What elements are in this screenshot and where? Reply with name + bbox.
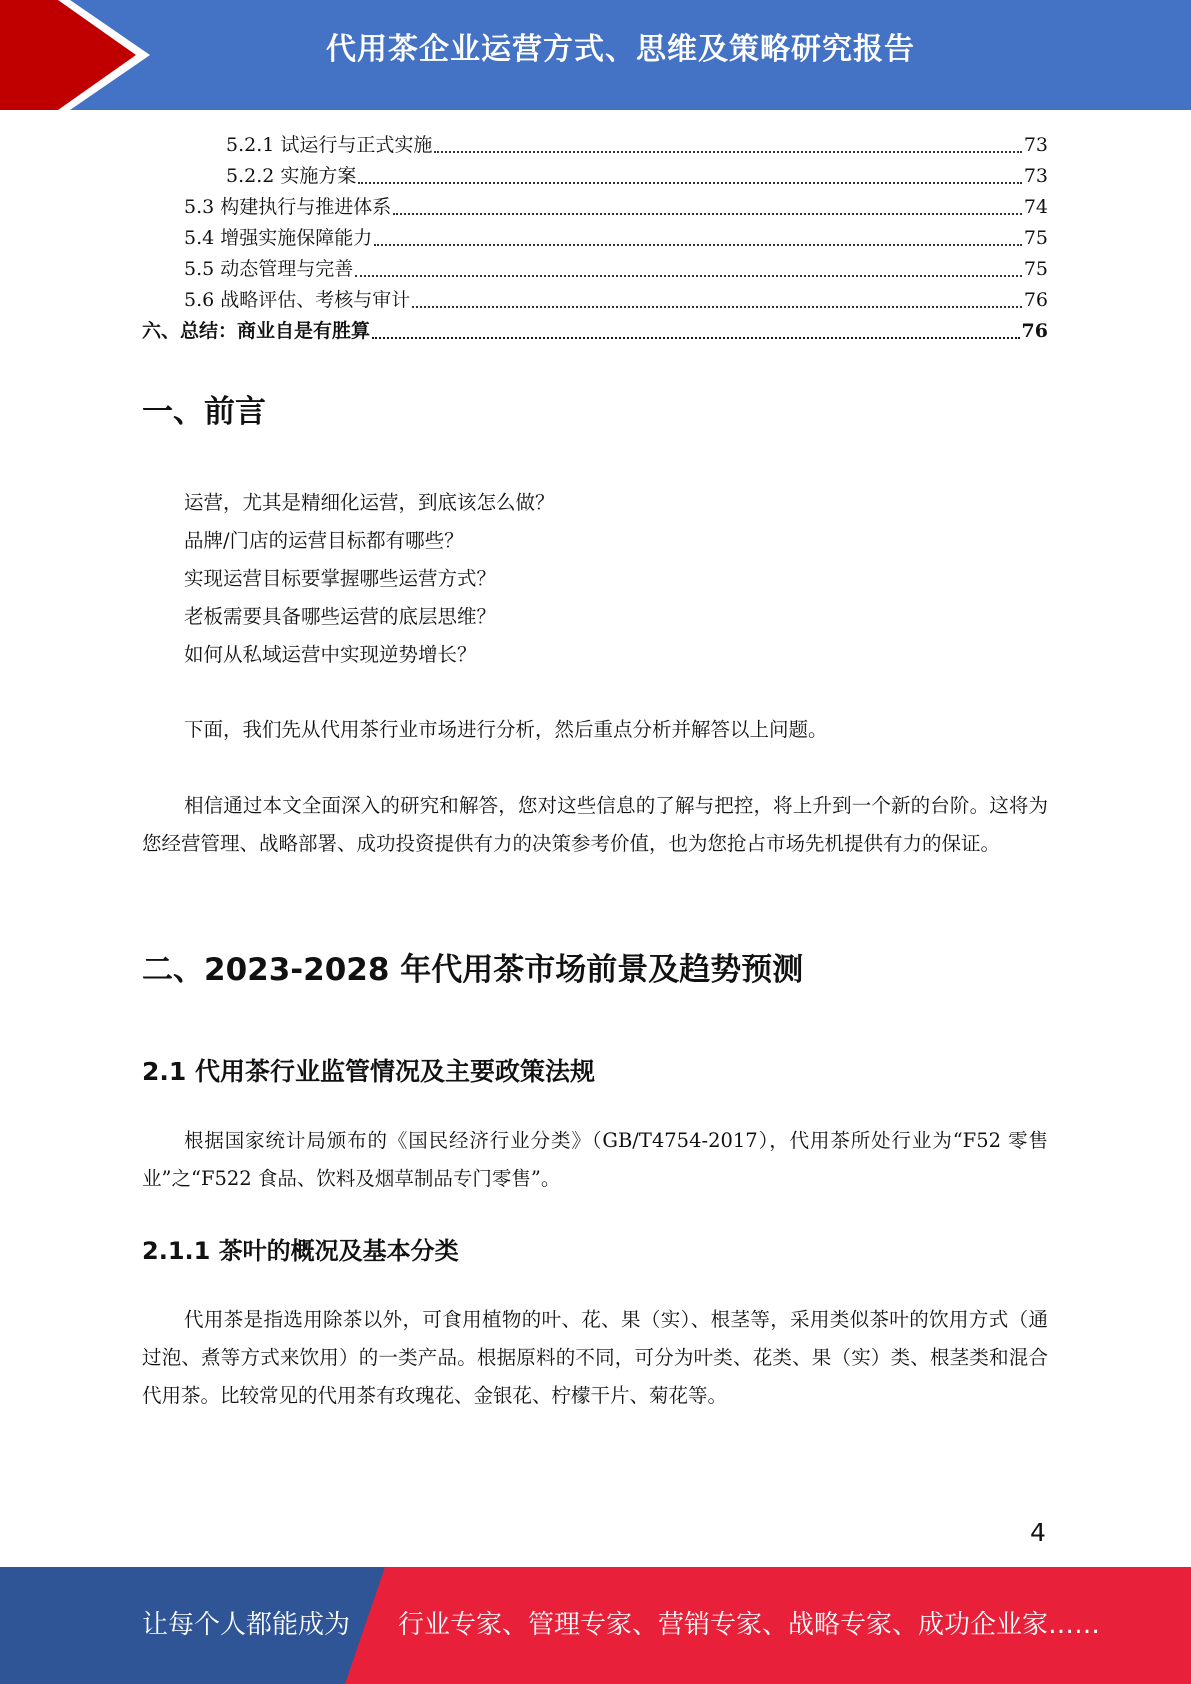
- question-list: [184, 484, 555, 674]
- toc-leader-dots: [372, 337, 1020, 339]
- question-item: 实现运营目标要掌握哪些运营方式？: [184, 567, 497, 590]
- table-of-contents: [142, 130, 1048, 347]
- subsection-heading-2-1-1: 2.1.1 茶叶的概况及基本分类: [142, 1237, 459, 1265]
- toc-leader-dots: [393, 213, 1022, 215]
- paragraph-value: 相信通过本文全面深入的研究和解答，您对这些信息的了解与把控，将上升到一个新的台阶。这将为您经营管理、战略部署、成功投资提供有力的决策参考价值，也为您抢占市场先机提供有力的保证。: [142, 794, 1048, 855]
- toc-entry-page: 76: [1021, 320, 1048, 342]
- toc-entry-label: 六、总结：商业自是有胜算: [142, 320, 371, 342]
- toc-entry[interactable]: [142, 223, 1048, 254]
- toc-entry[interactable]: [142, 192, 1048, 223]
- toc-entry[interactable]: [142, 316, 1048, 347]
- question-item: 如何从私域运营中实现逆势增长？: [184, 643, 477, 666]
- question-item: 品牌/门店的运营目标都有哪些？: [184, 529, 464, 552]
- page-footer: [0, 1567, 1191, 1684]
- toc-entry[interactable]: [142, 161, 1048, 192]
- footer-slogan-right: 行业专家、管理专家、营销专家、战略专家、成功企业家……: [398, 1610, 1101, 1640]
- toc-entry[interactable]: [142, 285, 1048, 316]
- toc-entry-label: 5.3 构建执行与推进体系: [184, 196, 392, 218]
- toc-entry-page: 73: [1023, 134, 1048, 156]
- section-heading-preface: 一、前言: [142, 394, 266, 430]
- question-item: 老板需要具备哪些运营的底层思维？: [184, 605, 497, 628]
- toc-entry-label: 5.4 增强实施保障能力: [184, 227, 373, 249]
- toc-entry-label: 5.6 战略评估、考核与审计: [184, 289, 411, 311]
- toc-entry-page: 76: [1023, 289, 1048, 311]
- section-heading-market: 二、2023-2028 年代用茶市场前景及趋势预测: [142, 952, 804, 988]
- toc-entry-page: 73: [1023, 165, 1048, 187]
- toc-entry[interactable]: [142, 254, 1048, 285]
- paragraph-industry-classification: 根据国家统计局颁布的《国民经济行业分类》（GB/T4754-2017），代用茶所处行业为“F52 零售业”之“F522 食品、饮料及烟草制品专门零售”。: [142, 1129, 1048, 1190]
- toc-leader-dots: [358, 182, 1021, 184]
- question-item: 运营，尤其是精细化运营，到底该怎么做？: [184, 491, 555, 514]
- toc-entry[interactable]: [142, 130, 1048, 161]
- header-arrow-decoration: [0, 0, 160, 110]
- footer-slogan-left: 让每个人都能成为: [142, 1610, 351, 1640]
- toc-entry-label: 5.5 动态管理与完善: [184, 258, 354, 280]
- subsection-heading-2-1: 2.1 代用茶行业监管情况及主要政策法规: [142, 1057, 595, 1086]
- page-number: 4: [1030, 1518, 1046, 1547]
- page-header: [0, 0, 1191, 110]
- paragraph-tea-definition: 代用茶是指选用除茶以外，可食用植物的叶、花、果（实）、根茎等，采用类似茶叶的饮用方式（通过泡、煮等方式来饮用）的一类产品。根据原料的不同，可分为叶类、花类、果（实）类、根茎类和混合代用茶。比较常见的代用茶有玫瑰花、金银花、柠檬干片、菊花等。: [142, 1308, 1048, 1407]
- toc-leader-dots: [355, 275, 1022, 277]
- paragraph-intro: 下面，我们先从代用茶行业市场进行分析，然后重点分析并解答以上问题。: [184, 718, 828, 741]
- report-title: 代用茶企业运营方式、思维及策略研究报告: [326, 32, 915, 67]
- toc-entry-page: 75: [1023, 227, 1048, 249]
- toc-entry-page: 74: [1023, 196, 1048, 218]
- toc-leader-dots: [412, 306, 1022, 308]
- toc-leader-dots: [434, 151, 1021, 153]
- toc-entry-page: 75: [1023, 258, 1048, 280]
- toc-entry-label: 5.2.2 实施方案: [226, 165, 357, 187]
- toc-leader-dots: [374, 244, 1022, 246]
- toc-entry-label: 5.2.1 试运行与正式实施: [226, 134, 433, 156]
